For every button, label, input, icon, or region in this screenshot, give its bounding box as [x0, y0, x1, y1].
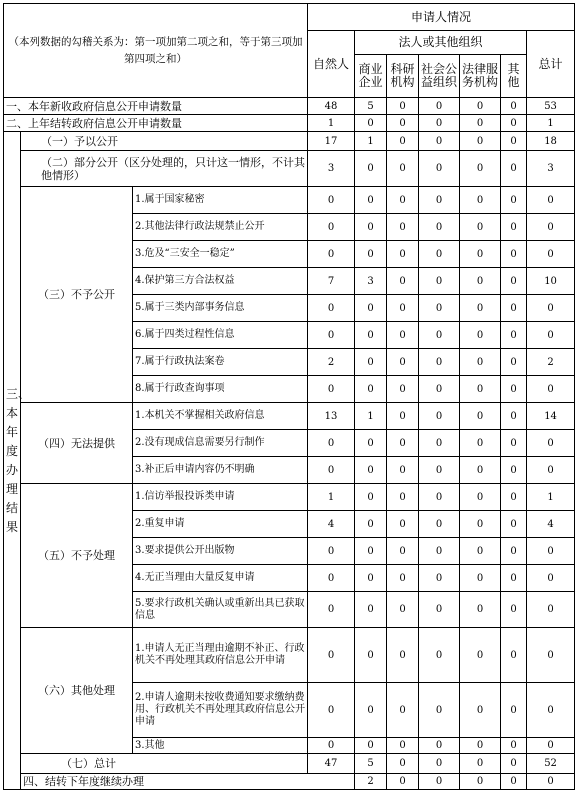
cell-value: 4	[308, 511, 355, 538]
cell-value: 0	[460, 295, 501, 322]
cell-value: 0	[419, 457, 460, 484]
cell-value: 0	[501, 268, 527, 295]
cell-value: 0	[460, 738, 501, 754]
natural-person-header: 自然人	[308, 31, 355, 98]
cell-value: 0	[527, 738, 575, 754]
cell-value: 0	[419, 403, 460, 430]
cell-value: 0	[527, 683, 575, 738]
row-label: 二、上年结转政府信息公开申请数量	[4, 115, 308, 132]
header-note: （本列数据的勾稽关系为：第一项加第二项之和，等于第三项加第四项之和）	[4, 4, 308, 98]
row-label: 5.属于三类内部事务信息	[133, 295, 308, 322]
table-row	[4, 774, 575, 790]
cell-value: 0	[501, 565, 527, 592]
cell-value: 0	[460, 484, 501, 511]
cell-value: 0	[419, 349, 460, 376]
cell-value: 0	[387, 683, 419, 738]
cell-value: 0	[501, 457, 527, 484]
other-header: 其他	[501, 55, 527, 98]
legal-group-header: 法人或其他组织	[355, 31, 527, 55]
cell-value: 0	[355, 738, 387, 754]
cell-value: 0	[355, 151, 387, 187]
cell-value: 0	[355, 457, 387, 484]
cell-value: 0	[501, 98, 527, 115]
row-label: 1.属于国家秘密	[133, 187, 308, 214]
group-label: （六）其他处理	[21, 628, 133, 754]
cell-value: 0	[527, 376, 575, 403]
cell-value: 0	[460, 565, 501, 592]
cell-value: 17	[308, 132, 355, 151]
cell-value: 0	[355, 349, 387, 376]
cell-value: 0	[527, 295, 575, 322]
cell-value: 4	[527, 511, 575, 538]
cell-value: 0	[501, 295, 527, 322]
row-label: 2.没有现成信息需要另行制作	[133, 430, 308, 457]
row-label: 2.其他法律行政法规禁止公开	[133, 214, 308, 241]
cell-value: 0	[527, 457, 575, 484]
row-label: 3.补正后申请内容仍不明确	[133, 457, 308, 484]
group-label: （四）无法提供	[21, 403, 133, 484]
cell-value: 0	[387, 403, 419, 430]
cell-value: 18	[527, 132, 575, 151]
cell-value: 0	[460, 214, 501, 241]
cell-value: 0	[527, 430, 575, 457]
cell-value: 0	[527, 241, 575, 268]
row-label: 1.信访举报投诉类申请	[133, 484, 308, 511]
cell-value: 0	[387, 132, 419, 151]
cell-value: 0	[387, 484, 419, 511]
cell-value: 0	[501, 430, 527, 457]
cell-value: 0	[419, 738, 460, 754]
cell-value: 0	[308, 457, 355, 484]
cell-value: 0	[419, 565, 460, 592]
cell-value: 0	[308, 592, 355, 628]
cell-value: 0	[387, 98, 419, 115]
social-header: 社会公益组织	[419, 55, 460, 98]
cell-value: 0	[419, 151, 460, 187]
cell-value: 0	[355, 592, 387, 628]
cell-value: 0	[387, 538, 419, 565]
cell-value: 1	[308, 115, 355, 132]
cell-value: 0	[387, 376, 419, 403]
row-label: 3.危及“三安全一稳定”	[133, 241, 308, 268]
cell-value: 0	[501, 538, 527, 565]
table-row	[4, 484, 575, 511]
cell-value: 0	[460, 754, 501, 774]
cell-value: 0	[308, 187, 355, 214]
row-label: 1.申请人无正当理由逾期不补正、行政机关不再处理其政府信息公开申请	[133, 628, 308, 683]
cell-value: 0	[419, 430, 460, 457]
cell-value: 0	[460, 403, 501, 430]
cell-value: 0	[501, 774, 527, 790]
cell-value: 0	[419, 322, 460, 349]
cell-value: 53	[527, 98, 575, 115]
row-label: 3.其他	[133, 738, 308, 754]
cell-value: 0	[387, 430, 419, 457]
cell-value: 0	[387, 151, 419, 187]
cell-value: 0	[387, 511, 419, 538]
cell-value: 0	[460, 349, 501, 376]
cell-value: 0	[355, 322, 387, 349]
cell-value: 1	[355, 403, 387, 430]
cell-value: 0	[501, 132, 527, 151]
cell-value: 10	[527, 268, 575, 295]
cell-value: 0	[527, 565, 575, 592]
cell-value: 0	[387, 115, 419, 132]
cell-value: 14	[527, 403, 575, 430]
row-label: 8.属于行政查询事项	[133, 376, 308, 403]
cell-value: 0	[527, 214, 575, 241]
cell-value: 3	[308, 151, 355, 187]
cell-value: 0	[308, 628, 355, 683]
cell-value: 0	[501, 322, 527, 349]
cell-value: 13	[308, 403, 355, 430]
cell-value: 0	[419, 592, 460, 628]
cell-value: 0	[355, 295, 387, 322]
cell-value: 0	[355, 484, 387, 511]
cell-value: 0	[527, 592, 575, 628]
cell-value: 0	[527, 187, 575, 214]
row-label: 2.重复申请	[133, 511, 308, 538]
cell-value: 0	[355, 511, 387, 538]
cell-value: 0	[387, 214, 419, 241]
cell-value: 0	[355, 628, 387, 683]
cell-value: 0	[527, 322, 575, 349]
cell-value: 0	[501, 592, 527, 628]
cell-value: 0	[501, 403, 527, 430]
row-label: 7.属于行政执法案卷	[133, 349, 308, 376]
cell-value: 0	[460, 457, 501, 484]
cell-value: 0	[419, 538, 460, 565]
cell-value: 0	[355, 683, 387, 738]
cell-value: 0	[501, 151, 527, 187]
cell-value: 0	[308, 295, 355, 322]
cell-value: 0	[387, 754, 419, 774]
table-row	[4, 754, 575, 774]
cell-value: 0	[419, 774, 460, 790]
research-header: 科研机构	[387, 55, 419, 98]
table-row	[4, 115, 575, 132]
cell-value: 0	[460, 683, 501, 738]
cell-value: 0	[387, 565, 419, 592]
cell-value: 0	[419, 754, 460, 774]
cell-value: 0	[387, 628, 419, 683]
cell-value: 0	[355, 214, 387, 241]
cell-value: 0	[501, 187, 527, 214]
cell-value: 0	[308, 565, 355, 592]
group-label: （五）不予处理	[21, 484, 133, 628]
legal-service-header: 法律服务机构	[460, 55, 501, 98]
cell-value: 0	[501, 628, 527, 683]
cell-value: 0	[460, 538, 501, 565]
cell-value: 0	[501, 683, 527, 738]
cell-value: 0	[355, 538, 387, 565]
cell-value: 2	[355, 774, 387, 790]
cell-value: 0	[460, 430, 501, 457]
cell-value: 0	[419, 376, 460, 403]
cell-value: 0	[460, 151, 501, 187]
cell-value: 0	[460, 268, 501, 295]
cell-value: 0	[501, 754, 527, 774]
cell-value: 0	[308, 683, 355, 738]
table-row	[4, 132, 575, 151]
cell-value: 0	[460, 98, 501, 115]
cell-value: 0	[501, 349, 527, 376]
cell-value: 0	[460, 511, 501, 538]
cell-value: 0	[308, 376, 355, 403]
cell-value: 0	[501, 511, 527, 538]
cell-value: 0	[387, 322, 419, 349]
commercial-header: 商业企业	[355, 55, 387, 98]
cell-value: 0	[308, 538, 355, 565]
cell-value: 2	[527, 349, 575, 376]
cell-value: 1	[355, 132, 387, 151]
table-row	[4, 628, 575, 683]
cell-value: 0	[387, 241, 419, 268]
row-label: 2.申请人逾期未按收费通知要求缴纳费用、行政机关不再处理其政府信息公开申请	[133, 683, 308, 738]
cell-value: 0	[419, 214, 460, 241]
cell-value: 0	[419, 268, 460, 295]
cell-value: 0	[527, 628, 575, 683]
row-label: （二）部分公开（区分处理的，只计这一情形，不计其他情形）	[21, 151, 308, 187]
cell-value: 0	[387, 187, 419, 214]
section3-label: 三、本年度办理结果	[4, 132, 21, 790]
cell-value: 0	[460, 115, 501, 132]
cell-value: 5	[355, 754, 387, 774]
cell-value: 0	[308, 241, 355, 268]
cell-value: 5	[355, 98, 387, 115]
cell-value: 0	[419, 187, 460, 214]
cell-value: 1	[527, 115, 575, 132]
row-label: 6.属于四类过程性信息	[133, 322, 308, 349]
cell-value: 0	[355, 376, 387, 403]
cell-value: 0	[308, 738, 355, 754]
row-label: 3.要求提供公开出版物	[133, 538, 308, 565]
cell-value: 0	[387, 738, 419, 754]
cell-value: 0	[308, 322, 355, 349]
table-row	[4, 98, 575, 115]
cell-value: 0	[501, 484, 527, 511]
cell-value: 0	[387, 268, 419, 295]
table-row	[4, 151, 575, 187]
total-header: 总计	[527, 31, 575, 98]
row-label: 4.无正当理由大量反复申请	[133, 565, 308, 592]
cell-value: 1	[527, 484, 575, 511]
cell-value: 0	[419, 295, 460, 322]
row-label: 1.本机关不掌握相关政府信息	[133, 403, 308, 430]
cell-value: 0	[419, 241, 460, 268]
cell-value: 0	[355, 430, 387, 457]
cell-value: 0	[460, 132, 501, 151]
cell-value: 0	[460, 592, 501, 628]
table-row	[4, 187, 575, 214]
cell-value: 0	[501, 115, 527, 132]
cell-value: 0	[501, 241, 527, 268]
row-label: 5.要求行政机关确认或重新出具已获取信息	[133, 592, 308, 628]
cell-value: 47	[308, 754, 355, 774]
cell-value: 0	[308, 214, 355, 241]
row-label: 一、本年新收政府信息公开申请数量	[4, 98, 308, 115]
applicant-header: 申请人情况	[308, 4, 575, 31]
cell-value: 0	[419, 511, 460, 538]
cell-value: 48	[308, 98, 355, 115]
cell-value: 0	[460, 376, 501, 403]
row-label: 四、结转下年度继续办理	[21, 774, 355, 790]
cell-value: 3	[527, 151, 575, 187]
cell-value: 0	[387, 295, 419, 322]
cell-value: 0	[355, 187, 387, 214]
cell-value: 0	[460, 628, 501, 683]
cell-value: 0	[419, 132, 460, 151]
cell-value: 0	[419, 628, 460, 683]
row-label: （一）予以公开	[21, 132, 308, 151]
cell-value: 0	[355, 115, 387, 132]
cell-value: 0	[387, 457, 419, 484]
row-label: （七）总计	[21, 754, 308, 774]
cell-value: 0	[501, 376, 527, 403]
cell-value: 0	[419, 484, 460, 511]
cell-value: 3	[355, 268, 387, 295]
cell-value: 0	[419, 115, 460, 132]
cell-value: 52	[527, 754, 575, 774]
table-row	[4, 403, 575, 430]
cell-value: 0	[355, 241, 387, 268]
cell-value: 0	[460, 187, 501, 214]
group-label: （三）不予公开	[21, 187, 133, 403]
cell-value: 0	[460, 774, 501, 790]
cell-value: 0	[460, 241, 501, 268]
cell-value: 0	[460, 322, 501, 349]
row-label: 4.保护第三方合法权益	[133, 268, 308, 295]
cell-value: 0	[501, 214, 527, 241]
cell-value: 7	[308, 268, 355, 295]
cell-value: 0	[387, 592, 419, 628]
cell-value: 0	[387, 349, 419, 376]
cell-value: 0	[308, 430, 355, 457]
cell-value: 1	[308, 484, 355, 511]
cell-value: 0	[527, 774, 575, 790]
cell-value: 0	[387, 774, 419, 790]
cell-value: 0	[355, 565, 387, 592]
cell-value: 0	[527, 538, 575, 565]
cell-value: 0	[501, 738, 527, 754]
statistics-table	[3, 3, 575, 790]
cell-value: 2	[308, 349, 355, 376]
cell-value: 0	[419, 683, 460, 738]
cell-value: 0	[419, 98, 460, 115]
